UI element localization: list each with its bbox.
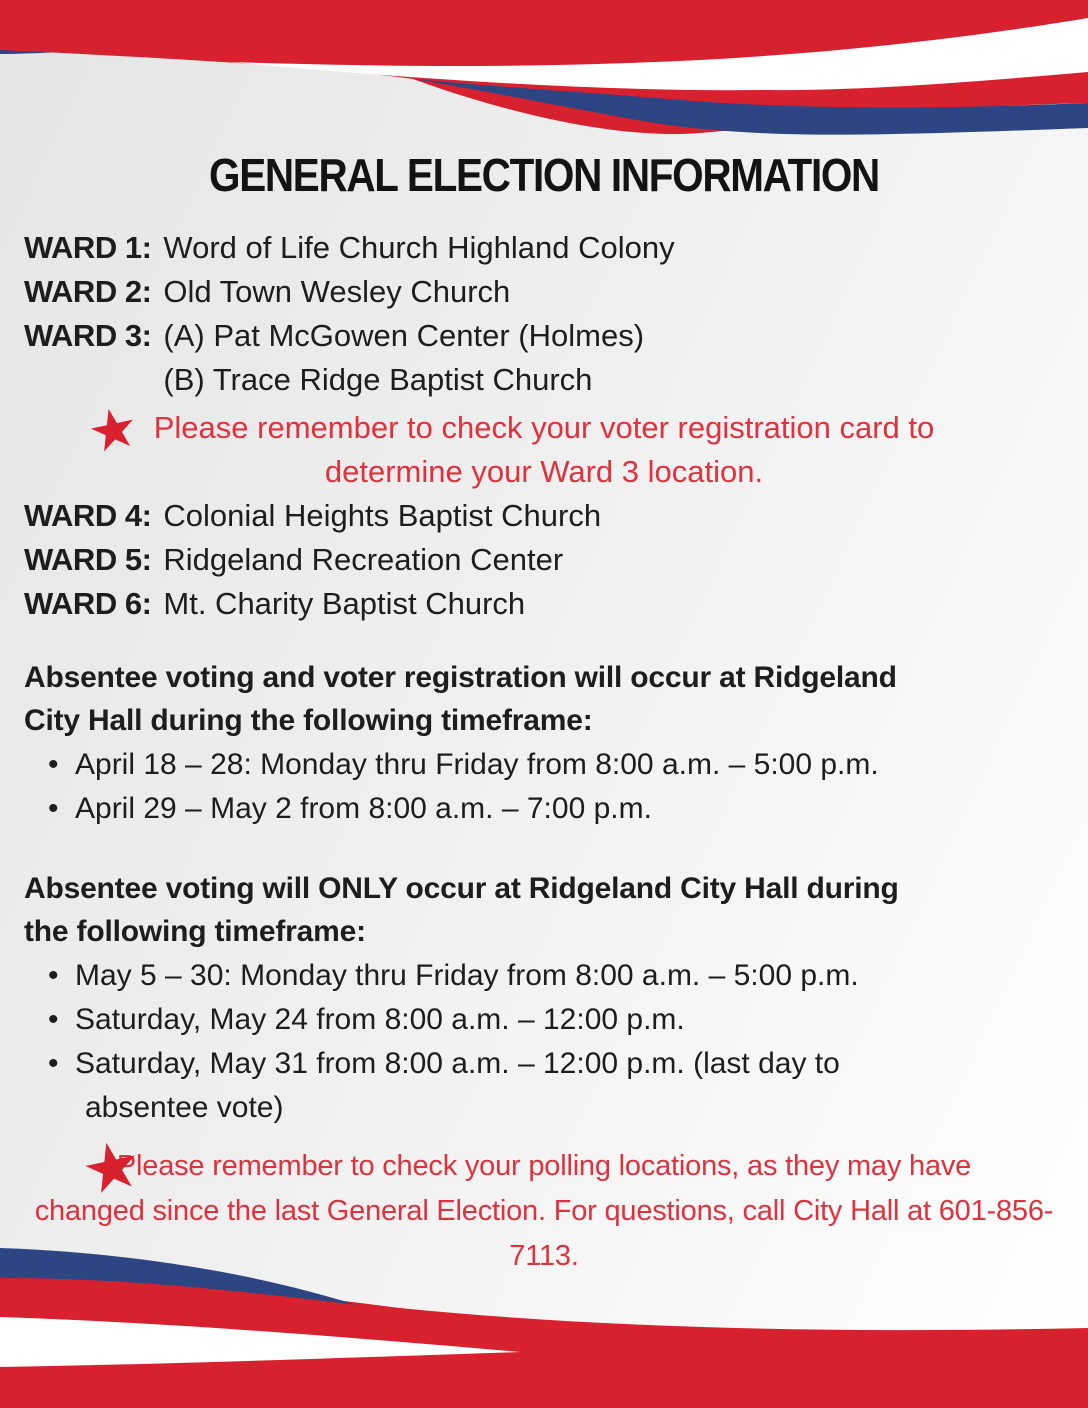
ward-location: Colonial Heights Baptist Church: [163, 498, 602, 533]
ward-location: [163, 314, 644, 402]
ward-location-a: (A) Pat McGowen Center (Holmes): [163, 318, 645, 353]
flyer-content: [0, 148, 1088, 1279]
footer-note-line1: Please remember to check your polling locations, as they may have: [116, 1150, 972, 1182]
bullet-item: [24, 743, 1064, 787]
ward-label: WARD 5:: [24, 542, 152, 577]
ward-row-6: [24, 582, 1064, 626]
heading-line1: Absentee voting and voter registration will occur at Ridgeland: [24, 661, 897, 694]
ward-row-5: [24, 538, 1064, 582]
ward-location: Ridgeland Recreation Center: [163, 542, 564, 577]
ward-location: Mt. Charity Baptist Church: [163, 586, 526, 621]
bullet-list: [24, 743, 1064, 831]
ward3-note-line2: determine your Ward 3 location.: [324, 454, 764, 489]
ward3-note: [24, 393, 1064, 494]
bullet-text: • April 18 – 28: Monday thru Friday from 8:00 a.m. – 5:00 p.m.: [75, 748, 879, 781]
ward-label: WARD 1:: [24, 230, 152, 265]
section-heading: [24, 867, 1064, 953]
bullet-list: [24, 954, 1064, 1130]
bullet-item: [24, 998, 1064, 1042]
bullet-text-line1: • Saturday, May 31 from 8:00 a.m. – 12:00 p.m. (last day to: [75, 1047, 840, 1080]
page-title: GENERAL ELECTION INFORMATION: [209, 149, 879, 201]
ward-row-2: [24, 270, 1064, 314]
bullet-text: • Saturday, May 24 from 8:00 a.m. – 12:00 p.m.: [75, 1003, 685, 1036]
ward-label: WARD 6:: [24, 586, 152, 621]
ward-row-4: [24, 494, 1064, 538]
bullet-item: [24, 954, 1064, 998]
top-wave-decoration: [0, 0, 1088, 140]
ward-location-b: (B) Trace Ridge Baptist Church: [163, 362, 593, 397]
ward-location: Old Town Wesley Church: [163, 274, 511, 309]
heading-line2: the following timeframe:: [24, 915, 366, 948]
ward-row-3: [24, 314, 1064, 402]
ward-label: WARD 4:: [24, 498, 152, 533]
heading-line1: Absentee voting will ONLY occur at Ridgeland City Hall during: [24, 872, 899, 905]
bullet-text: • April 29 – May 2 from 8:00 a.m. – 7:00 p.m.: [75, 792, 652, 825]
absentee-general-section: [24, 656, 1064, 831]
ward-row-1: [24, 226, 1064, 270]
bullet-item: [24, 787, 1064, 831]
bullet-text: • May 5 – 30: Monday thru Friday from 8:00 a.m. – 5:00 p.m.: [75, 959, 859, 992]
ward-label: WARD 3:: [24, 318, 152, 353]
footer-note-line2: changed since the last General Election. For questions, call City Hall at 601-856-7113.: [34, 1195, 1054, 1272]
ward-label: WARD 2:: [24, 274, 152, 309]
bullet-item: [24, 1042, 1064, 1130]
star-icon: ★: [74, 1124, 149, 1210]
ward3-note-line1: Please remember to check your voter registration card to: [153, 410, 935, 445]
heading-line2: City Hall during the following timeframe:: [24, 704, 593, 737]
polling-locations-note: [24, 1124, 1064, 1279]
absentee-only-section: [24, 867, 1064, 1130]
section-heading: [24, 656, 1064, 742]
ward-location: Word of Life Church Highland Colony: [163, 230, 675, 265]
bullet-text: [75, 1042, 840, 1130]
star-icon: ★: [81, 393, 145, 466]
bullet-text-line2: absentee vote): [85, 1091, 284, 1124]
ward-list: [24, 226, 1064, 626]
